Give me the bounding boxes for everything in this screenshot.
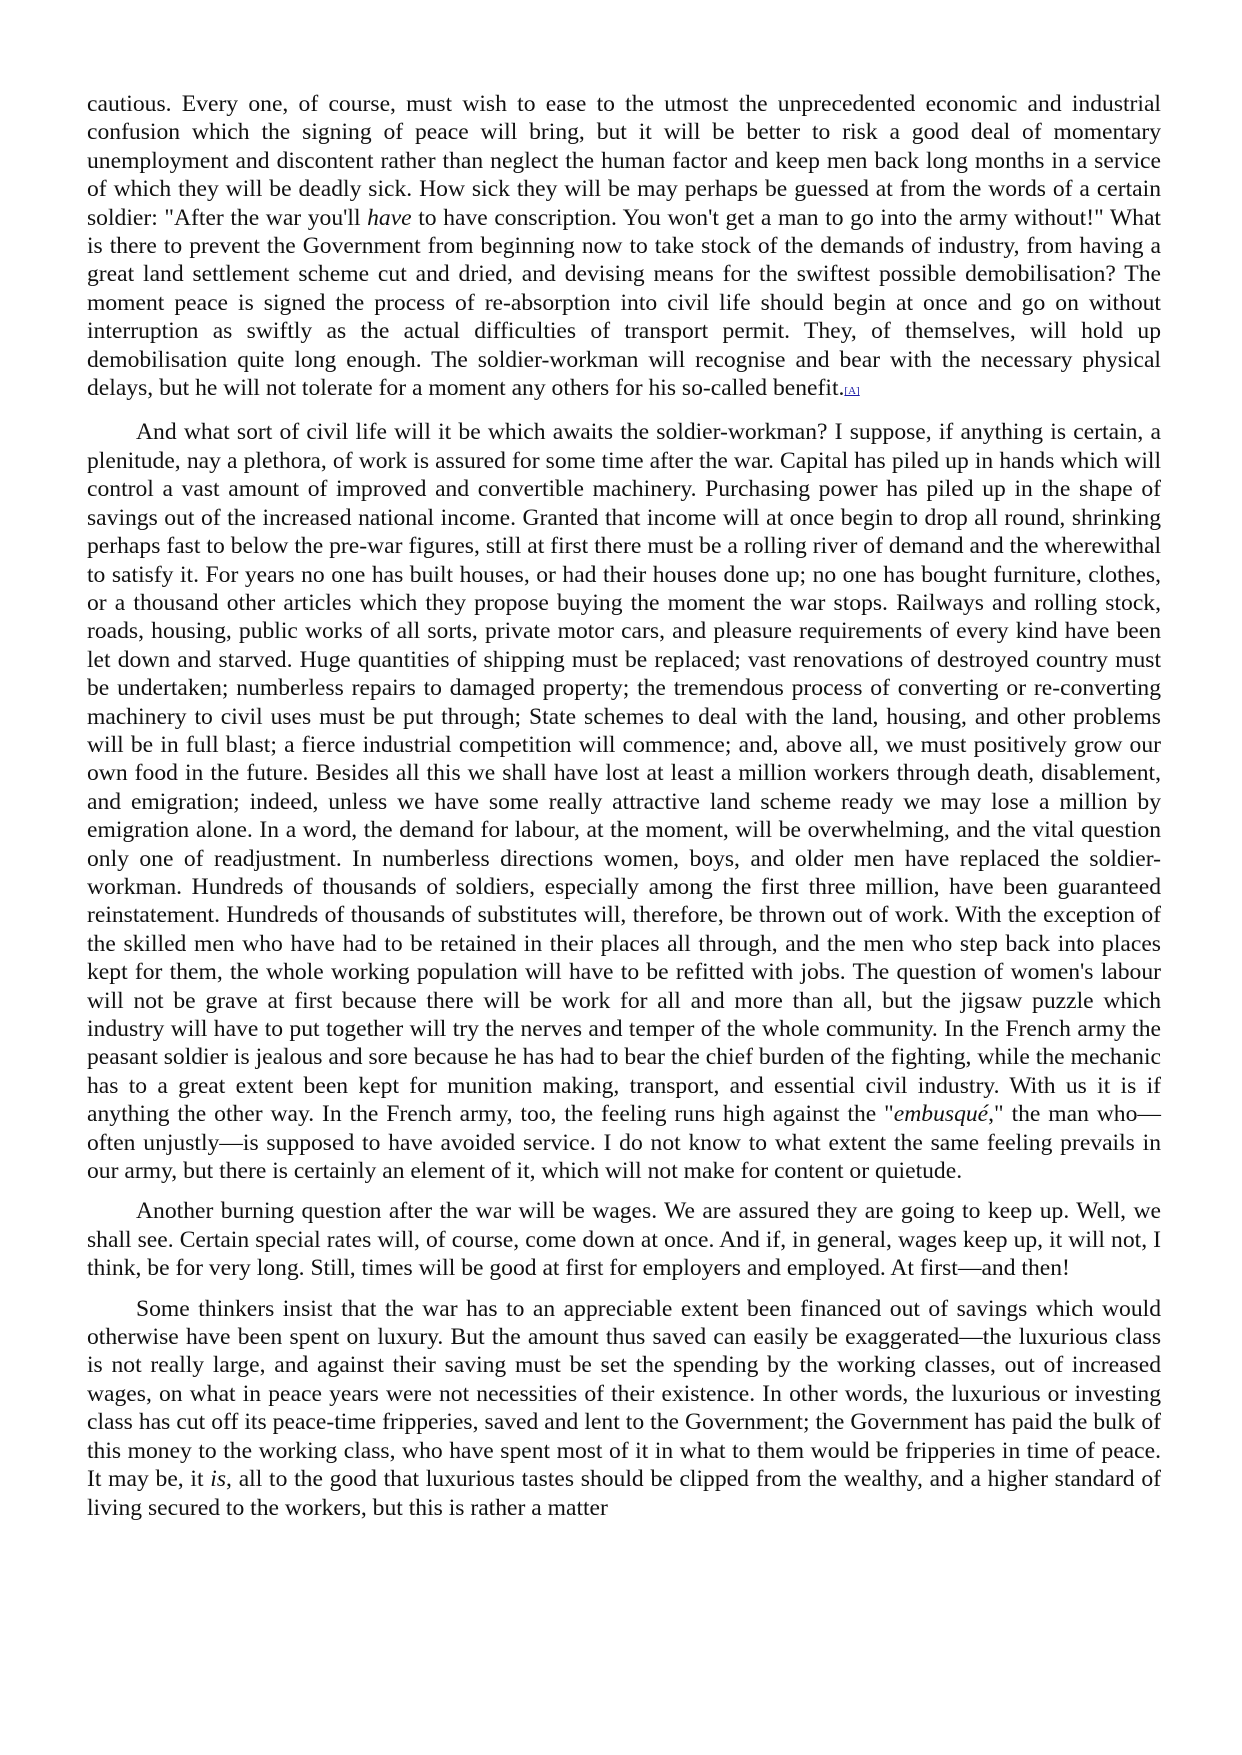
paragraph-1-text-b: to have conscription. You won't get a man to go into the army without!" What is there to prevent the Government from beginning now to take stock of the demands of industry, from having a great land settlement scheme cut and dried, and devising means for the swiftest possible demobilisation? The moment peace is signed the process of re-absorption into civil life should begin at once and go on without interruption as swiftly as the actual difficulties of transport permit. They, of themselves, will hold up demobilisation quite long enough. The soldier-workman will recognise and bear with the necessary physical delays, but he will not tolerate for a moment any others for his so-called benefit.: [87, 204, 1161, 402]
paragraph-2: [87, 418, 1161, 1185]
emphasis-embusque: embusqué: [893, 1101, 989, 1128]
emphasis-is: is: [210, 1466, 227, 1493]
paragraph-4-text-a: Some thinkers insist that the war has to an appreciable extent been financed out of savings which would otherwise have been spent on luxury. But the amount thus saved can easily be exaggerated—the luxurious class is not really large, and against their saving must be set the spending by the working classes, out of increased wages, on what in peace years were not necessities of their existence. In other words, the luxurious or investing class has cut off its peace-time fripperies, saved and lent to the Government; the Government has paid the bulk of this money to the working class, who have spent most of it in what to them would be fripperies in time of peace. It may be, it: [87, 1295, 1161, 1493]
paragraph-1-text-a: cautious. Every one, of course, must wish to ease to the utmost the unprecedented economic and industrial confusion which the signing of peace will bring, but it will be better to risk a good deal of momentary unemployment and discontent rather than neglect the human factor and keep men back long months in a service of which they will be deadly sick. How sick they will be may perhaps be guessed at from the words of a certain soldier: "After the war you'll: [87, 91, 1161, 231]
paragraph-2-text-a: And what sort of civil life will it be which awaits the soldier-workman? I suppose, if anything is certain, a plenitude, nay a plethora, of work is assured for some time after the war. Capital has piled up in hands which will control a vast amount of improved and convertible machinery. Purchasing power has piled up in the shape of savings out of the increased national income. Granted that income will at once begin to drop all round, shrinking perhaps fast to below the pre-war figures, still at first there must be a rolling river of demand and the wherewithal to satisfy it. For years no one has built houses, or had their houses done up; no one has bought furniture, clothes, or a thousand other articles which they propose buying the moment the war stops. Railways and rolling stock, roads, housing, public works of all sorts, private motor cars, and pleasure requirements of every kind have been let down and starved. Huge quantities of shipping must be replaced; vast renovations of destroyed country must be undertaken; numberless repairs to damaged property; the tremendous process of converting or re-converting machinery to civil uses must be put through; State schemes to deal with the land, housing, and other problems will be in full blast; a fierce industrial competition will commence; and, above all, we must positively grow our own food in the future. Besides all this we shall have lost at least a million workers through death, disablement, and emigration; indeed, unless we have some really attractive land scheme ready we may lose a million by emigration alone. In a word, the demand for labour, at the moment, will be overwhelming, and the vital question only one of readjustment. In numberless directions women, boys, and older men have replaced the soldier-workman. Hundreds of thousands of soldiers, especially among the first three million, have been guaranteed reinstatement. Hundreds of thousands of substitutes will, therefore, be thrown out of work. With the exception of the skilled men who have had to be retained in their places all through, and the men who step back into places kept for them, the whole working population will have to be refitted with jobs. The question of women's labour will not be grave at first because there will be work for all and more than all, but the jigsaw puzzle which industry will have to put together will try the nerves and temper of the whole community. In the French army the peasant soldier is jealous and sore because he has had to bear the chief burden of the fighting, while the mechanic has to a great extent been kept for munition making, transport, and essential civil industry. With us it is if anything the other way. In the French army, too, the feeling runs high against the ": [87, 419, 1161, 1128]
paragraph-4-text-b: , all to the good that luxurious tastes should be clipped from the wealthy, and a higher standard of living secured to the workers, but this is rather a matter: [87, 1466, 1162, 1521]
emphasis-have: have: [367, 204, 412, 231]
paragraph-4: [87, 1295, 1161, 1522]
paragraph-2-text-b: ," the man who—often unjustly—is supposed to have avoided service. I do not know to what extent the same feeling prevails in our army, but there is certainly an element of it, which will not make for content or quietude.: [87, 1101, 1161, 1185]
document-page: [87, 90, 1161, 1534]
paragraph-3: [87, 1197, 1161, 1282]
footnote-link-a[interactable]: [A]: [844, 385, 860, 398]
paragraph-1: [87, 90, 1161, 406]
paragraph-3-text: Another burning question after the war will be wages. We are assured they are going to keep up. Well, we shall see. Certain special rates will, of course, come down at once. And if, in general, wages keep up, it will not, I think, be for very long. Still, times will be good at first for employers and employed. At first—and then!: [87, 1198, 1161, 1282]
